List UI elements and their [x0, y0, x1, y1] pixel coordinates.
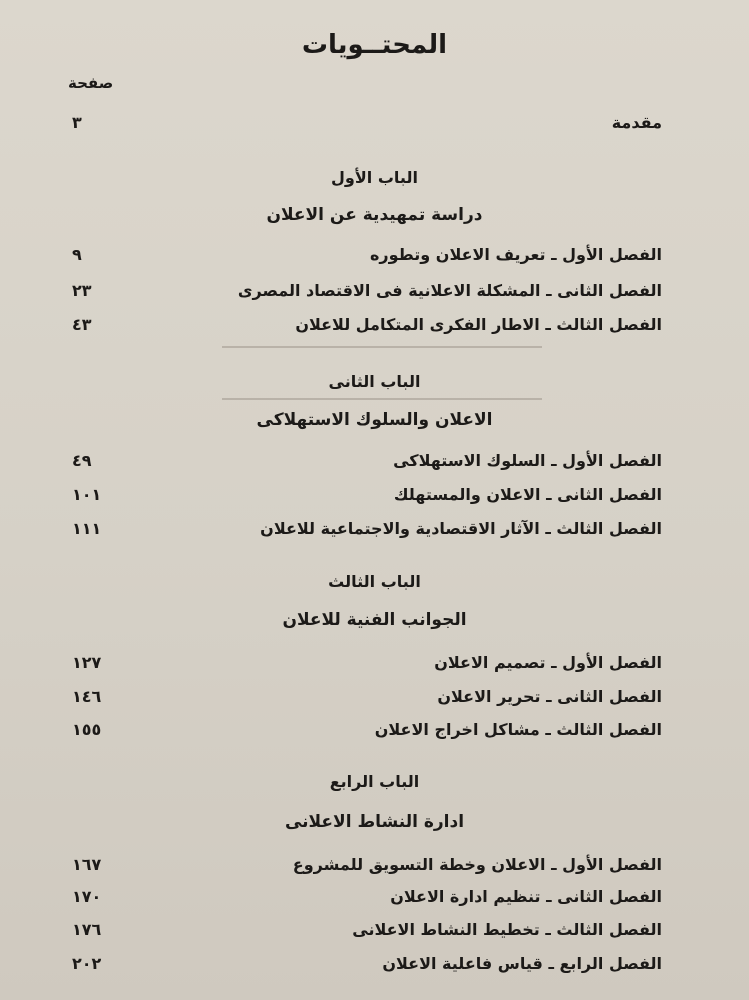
chapter-title: الفصل الأول ـ تصميم الاعلان [434, 652, 662, 672]
toc-intro-row [72, 110, 662, 134]
part-4-label: الباب الرابع [329, 772, 420, 791]
chapter-title: الفصل الرابع ـ قياس فاعلية الاعلان [382, 953, 662, 973]
chapter-page: ١٦٧ [72, 854, 102, 874]
chapter-page: ٢٣ [72, 280, 92, 300]
toc-intro-label: مقدمة [611, 112, 662, 132]
chapter-page: ١٠١ [72, 484, 102, 504]
chapter-title: الفصل الثالث ـ الآثار الاقتصادية والاجتماعية للاعلان [260, 518, 662, 538]
toc-chapter-row [72, 884, 662, 908]
part-2-label: الباب الثانى [328, 372, 421, 391]
chapter-page: ٩ [72, 244, 82, 264]
chapter-title: الفصل الثانى ـ تنظيم ادارة الاعلان [390, 886, 662, 906]
toc-chapter-row [72, 482, 662, 506]
part-3-label: الباب الثالث [328, 572, 421, 591]
chapter-page: ١٧٠ [72, 886, 102, 906]
toc-chapter-row [72, 852, 662, 876]
chapter-page: ١١١ [72, 518, 102, 538]
chapter-title: الفصل الأول ـ السلوك الاستهلاكى [393, 450, 662, 470]
toc-chapter-row [72, 650, 662, 674]
chapter-page: ١٢٧ [72, 652, 102, 672]
toc-chapter-row [72, 448, 662, 472]
chapter-page: ٤٩ [72, 450, 92, 470]
chapter-title: الفصل الثالث ـ الاطار الفكرى المتكامل للاعلان [295, 314, 662, 334]
chapter-title: الفصل الأول ـ تعريف الاعلان وتطوره [369, 244, 662, 264]
chapter-title: الفصل الثانى ـ الاعلان والمستهلك [393, 484, 662, 504]
page-title: المحتــويات [301, 30, 448, 60]
toc-chapter-row [72, 917, 662, 941]
chapter-title: الفصل الثانى ـ تحرير الاعلان [437, 686, 662, 706]
part-1-label: الباب الأول [331, 168, 418, 187]
part-3-title: الجوانب الفنية للاعلان [282, 610, 467, 630]
toc-chapter-row [72, 951, 662, 975]
chapter-page: ١٧٦ [72, 919, 102, 939]
chapter-page: ١٥٥ [72, 719, 102, 739]
part-4-title: ادارة النشاط الاعلانى [284, 812, 465, 832]
toc-chapter-row [72, 278, 662, 302]
chapter-page: ١٤٦ [72, 686, 102, 706]
page-column-header: صفحة [68, 74, 114, 92]
toc-chapter-row [72, 684, 662, 708]
toc-chapter-row [72, 717, 662, 741]
chapter-title: الفصل الثالث ـ تخطيط النشاط الاعلانى [352, 919, 662, 939]
toc-chapter-row [72, 242, 662, 266]
toc-intro-page: ٣ [72, 112, 82, 132]
chapter-title: الفصل الثالث ـ مشاكل اخراج الاعلان [374, 719, 662, 739]
toc-chapter-row [72, 312, 662, 336]
chapter-page: ٤٣ [72, 314, 92, 334]
part-1-title: دراسة تمهيدية عن الاعلان [266, 205, 483, 225]
toc-chapter-row [72, 516, 662, 540]
chapter-title: الفصل الأول ـ الاعلان وخطة التسويق للمشروع [292, 854, 662, 874]
part-2-title: الاعلان والسلوك الاستهلاكى [256, 410, 493, 430]
chapter-title: الفصل الثانى ـ المشكلة الاعلانية فى الاقتصاد المصرى [237, 280, 662, 300]
chapter-page: ٢٠٢ [72, 953, 102, 973]
